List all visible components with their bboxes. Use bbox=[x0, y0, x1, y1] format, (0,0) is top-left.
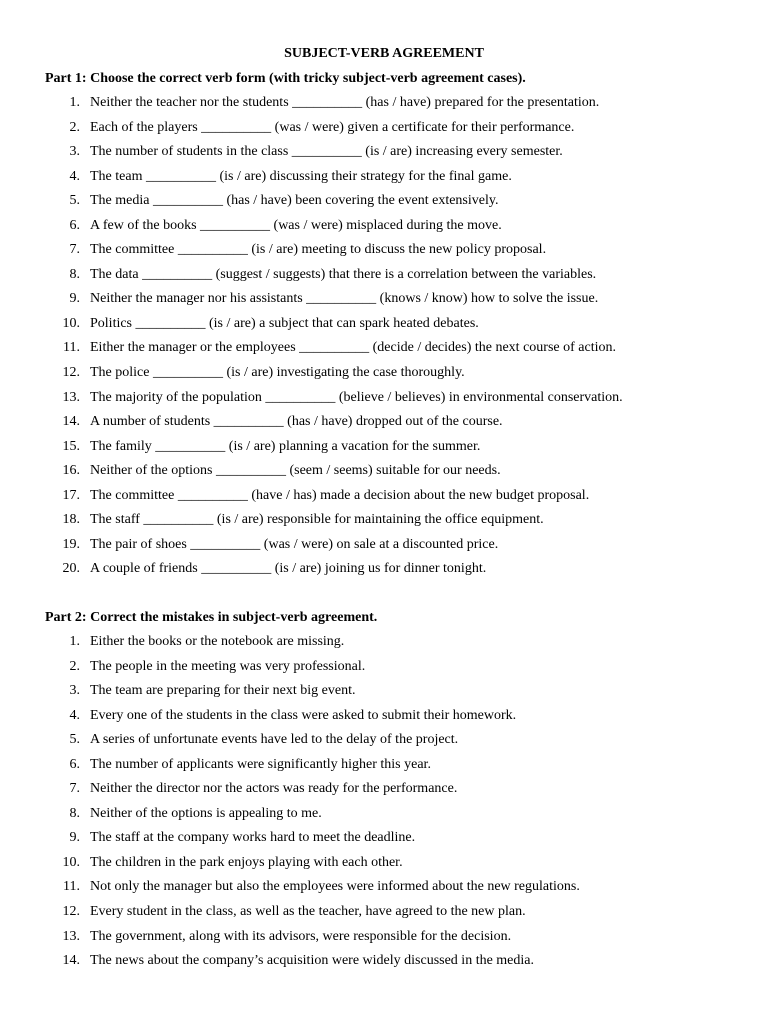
item-text: The majority of the population __________ (believe / believes) in environmental conservation. bbox=[90, 389, 623, 405]
item-text: The media __________ (has / have) been covering the event extensively. bbox=[90, 193, 499, 209]
list-item bbox=[0, 731, 740, 756]
item-number: 4. bbox=[69, 168, 80, 184]
list-item bbox=[0, 756, 740, 781]
list-item bbox=[0, 780, 740, 805]
item-text: The data __________ (suggest / suggests) that there is a correlation between the variables. bbox=[90, 266, 597, 282]
list-item bbox=[0, 903, 740, 928]
item-number: 10. bbox=[62, 315, 80, 331]
item-text: Not only the manager but also the employees were informed about the new regulations. bbox=[90, 879, 580, 895]
item-number: 9. bbox=[69, 830, 80, 846]
item-number: 11. bbox=[63, 340, 80, 356]
item-number: 20. bbox=[62, 561, 80, 577]
page-title: SUBJECT-VERB AGREEMENT bbox=[284, 46, 484, 61]
item-text: Politics __________ (is / are) a subject that can spark heated debates. bbox=[90, 315, 479, 331]
item-number: 3. bbox=[69, 144, 80, 160]
item-text: A few of the books __________ (was / were) misplaced during the move. bbox=[90, 217, 502, 233]
item-text: The number of students in the class __________ (is / are) increasing every semester. bbox=[90, 144, 563, 160]
item-number: 2. bbox=[69, 119, 80, 135]
list-item bbox=[0, 413, 740, 438]
item-number: 19. bbox=[62, 536, 80, 552]
list-item bbox=[0, 339, 740, 364]
list-item bbox=[0, 658, 740, 683]
item-text: The family __________ (is / are) planning a vacation for the summer. bbox=[90, 438, 481, 454]
item-number: 6. bbox=[69, 217, 80, 233]
list-item bbox=[0, 854, 740, 879]
item-text: Each of the players __________ (was / were) given a certificate for their performance. bbox=[90, 119, 575, 135]
list-item bbox=[0, 878, 740, 903]
list-item bbox=[0, 241, 740, 266]
item-number: 3. bbox=[69, 683, 80, 699]
part2-question-list bbox=[0, 633, 740, 977]
part1-question-list bbox=[0, 94, 740, 585]
item-number: 7. bbox=[69, 242, 80, 258]
list-item bbox=[0, 168, 740, 193]
item-text: Neither the manager nor his assistants __________ (knows / know) how to solve the issue. bbox=[90, 291, 599, 307]
item-text: The news about the company’s acquisition were widely discussed in the media. bbox=[90, 953, 535, 969]
item-number: 5. bbox=[69, 193, 80, 209]
list-item bbox=[0, 438, 740, 463]
item-number: 15. bbox=[62, 438, 80, 454]
item-number: 16. bbox=[62, 463, 80, 479]
item-text: Neither of the options __________ (seem / seems) suitable for our needs. bbox=[90, 463, 501, 479]
item-number: 1. bbox=[69, 634, 80, 649]
item-text: Neither the teacher nor the students __________ (has / have) prepared for the presentation. bbox=[90, 95, 600, 110]
list-item bbox=[0, 928, 740, 953]
item-text: The pair of shoes __________ (was / were) on sale at a discounted price. bbox=[90, 536, 499, 552]
item-text: The children in the park enjoys playing with each other. bbox=[90, 854, 403, 870]
item-number: 7. bbox=[69, 781, 80, 797]
list-item bbox=[0, 266, 740, 291]
list-item bbox=[0, 192, 740, 217]
item-number: 9. bbox=[69, 291, 80, 307]
list-item bbox=[0, 805, 740, 830]
item-text: Either the manager or the employees __________ (decide / decides) the next course of action. bbox=[90, 340, 616, 356]
item-text: The police __________ (is / are) investigating the case thoroughly. bbox=[90, 365, 465, 381]
item-number: 8. bbox=[69, 266, 80, 282]
item-text: The staff __________ (is / are) responsible for maintaining the office equipment. bbox=[90, 512, 544, 528]
part2-heading: Part 2: Correct the mistakes in subject-verb agreement. bbox=[45, 610, 378, 625]
list-item bbox=[0, 707, 740, 732]
item-number: 2. bbox=[69, 658, 80, 674]
item-number: 6. bbox=[69, 756, 80, 772]
item-text: The number of applicants were significantly higher this year. bbox=[90, 756, 431, 772]
item-text: The team are preparing for their next big event. bbox=[90, 683, 356, 699]
list-item bbox=[0, 290, 740, 315]
list-item bbox=[0, 364, 740, 389]
item-text: The people in the meeting was very professional. bbox=[90, 658, 366, 674]
item-text: Every one of the students in the class were asked to submit their homework. bbox=[90, 707, 517, 723]
item-number: 8. bbox=[69, 805, 80, 821]
list-item bbox=[0, 682, 740, 707]
list-item bbox=[0, 487, 740, 512]
item-number: 5. bbox=[69, 732, 80, 748]
item-text: The staff at the company works hard to meet the deadline. bbox=[90, 830, 416, 846]
item-text: A couple of friends __________ (is / are) joining us for dinner tonight. bbox=[90, 561, 487, 577]
item-number: 14. bbox=[62, 414, 80, 430]
item-number: 1. bbox=[69, 95, 80, 110]
item-text: Neither of the options is appealing to me. bbox=[90, 805, 322, 821]
list-item bbox=[0, 829, 740, 854]
list-item bbox=[0, 560, 740, 585]
item-text: The committee __________ (have / has) made a decision about the new budget proposal. bbox=[90, 487, 590, 503]
item-text: Neither the director nor the actors was ready for the performance. bbox=[90, 781, 458, 797]
list-item bbox=[0, 217, 740, 242]
list-item bbox=[0, 389, 740, 414]
item-text: Every student in the class, as well as the teacher, have agreed to the new plan. bbox=[90, 904, 526, 920]
item-text: The committee __________ (is / are) meeting to discuss the new policy proposal. bbox=[90, 242, 547, 258]
item-text: The team __________ (is / are) discussing their strategy for the final game. bbox=[90, 168, 512, 184]
item-number: 13. bbox=[62, 389, 80, 405]
list-item bbox=[0, 462, 740, 487]
item-number: 17. bbox=[62, 487, 80, 503]
item-number: 10. bbox=[62, 854, 80, 870]
item-number: 11. bbox=[63, 879, 80, 895]
item-text: Either the books or the notebook are missing. bbox=[90, 634, 345, 649]
item-text: A number of students __________ (has / have) dropped out of the course. bbox=[90, 414, 503, 430]
list-item bbox=[0, 94, 740, 119]
list-item bbox=[0, 511, 740, 536]
item-number: 13. bbox=[62, 928, 80, 944]
item-number: 4. bbox=[69, 707, 80, 723]
item-text: The government, along with its advisors, were responsible for the decision. bbox=[90, 928, 512, 944]
item-number: 12. bbox=[62, 904, 80, 920]
list-item bbox=[0, 952, 740, 977]
list-item bbox=[0, 143, 740, 168]
list-item bbox=[0, 536, 740, 561]
part1-heading: Part 1: Choose the correct verb form (with tricky subject-verb agreement cases). bbox=[45, 71, 526, 86]
item-number: 12. bbox=[62, 365, 80, 381]
item-text: A series of unfortunate events have led to the delay of the project. bbox=[90, 732, 459, 748]
item-number: 18. bbox=[62, 512, 80, 528]
list-item bbox=[0, 315, 740, 340]
list-item bbox=[0, 119, 740, 144]
item-number: 14. bbox=[62, 953, 80, 969]
list-item bbox=[0, 633, 740, 658]
